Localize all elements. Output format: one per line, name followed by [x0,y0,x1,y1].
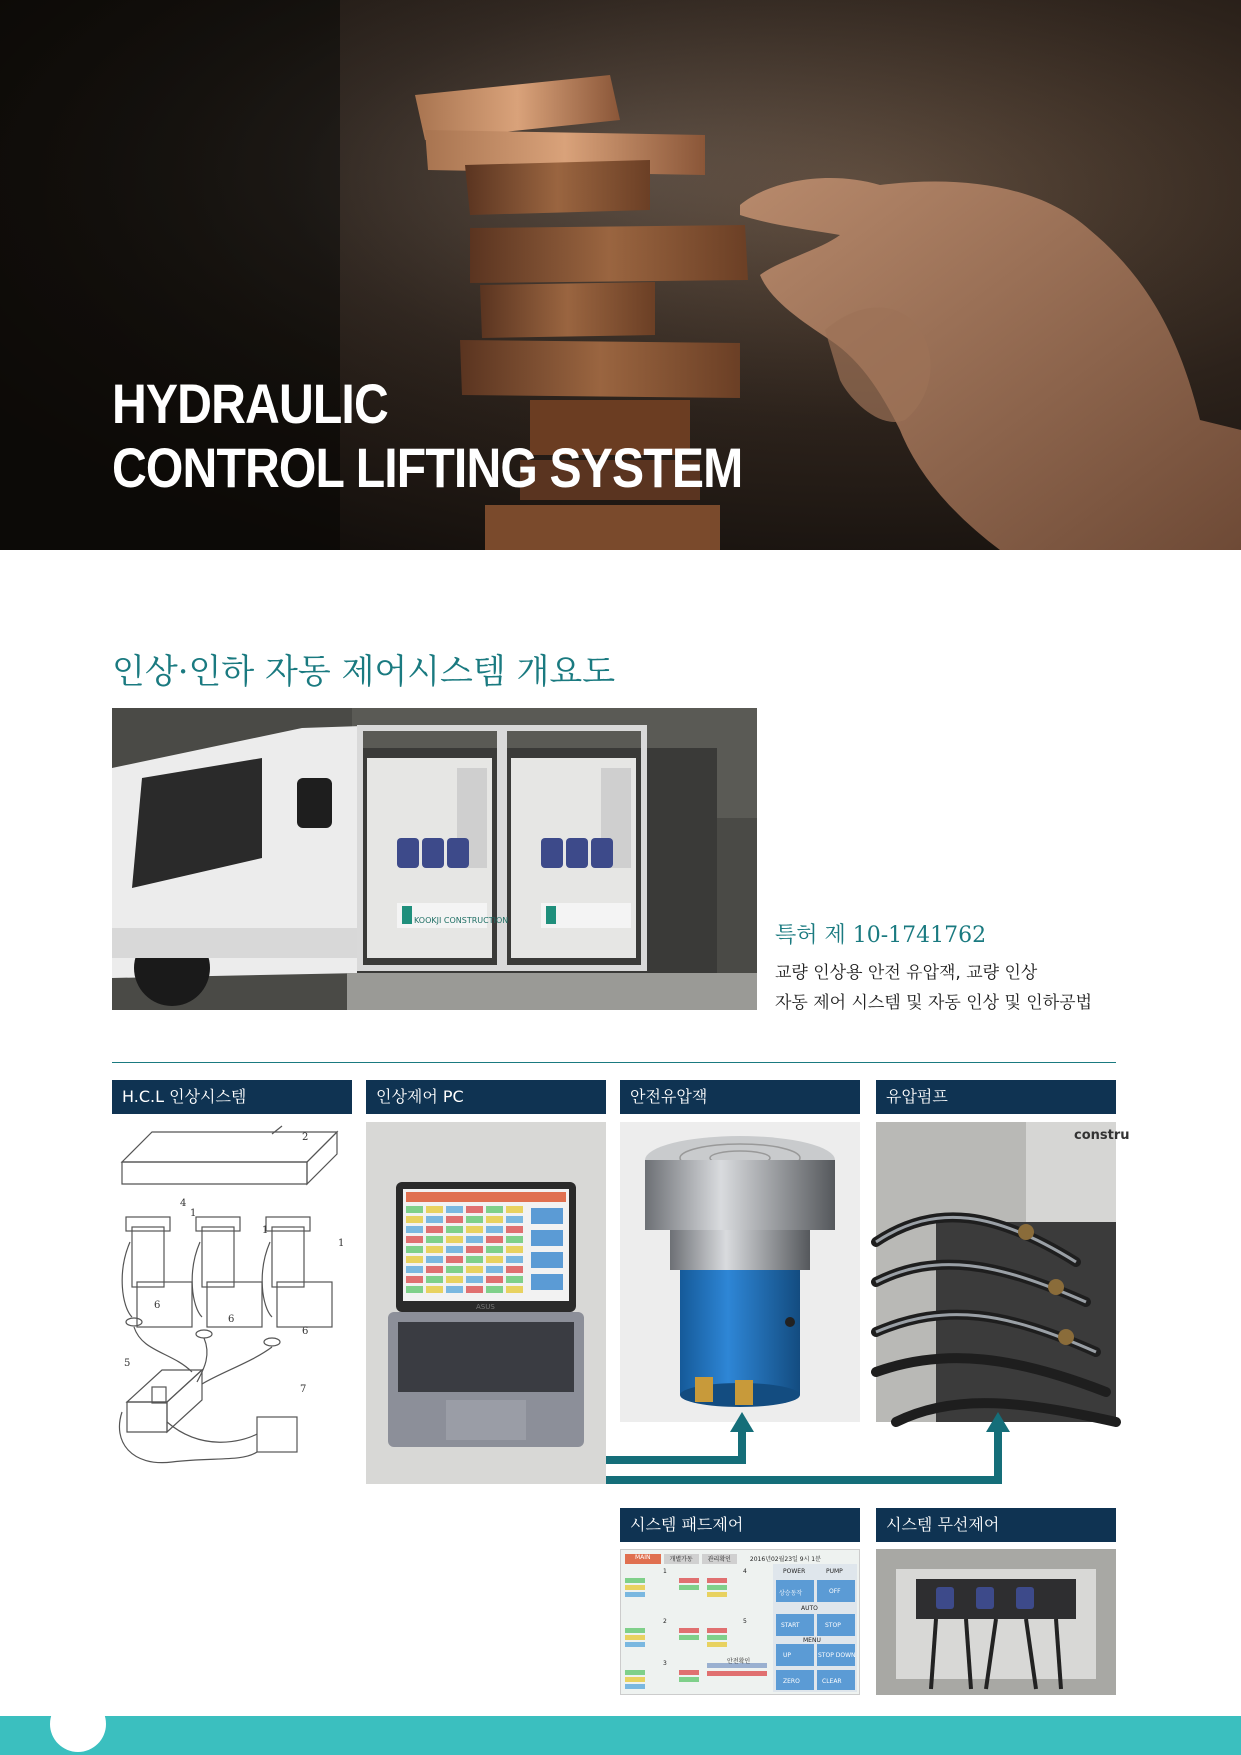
diagram-label-5: 5 [124,1358,131,1369]
pad-up-button[interactable]: UP [783,1652,792,1659]
laptop-screen-cell [406,1276,423,1283]
pad-stopdown-button[interactable]: STOP DOWN [818,1652,856,1659]
label-wireless-control: 시스템 무선제어 [876,1508,1116,1542]
laptop-screen-cell [486,1276,503,1283]
laptop-screen-cell [506,1286,523,1293]
hero-title-line1: HYDRAULIC [112,372,388,435]
laptop-screen-cell [426,1276,443,1283]
pad-grid-illustration [621,1550,859,1694]
laptop-brand: ASUS [476,1303,495,1311]
patent-number: 특허 제 10-1741762 [775,923,987,948]
laptop-screen-cell [446,1206,463,1213]
pad-menu-label: MENU [803,1637,821,1644]
diagram-label-2: 2 [302,1132,309,1143]
pad-power-label: POWER [783,1568,806,1575]
laptop-screen-cell [466,1266,483,1273]
laptop-screen-cell [446,1246,463,1253]
pad-off-button[interactable]: OFF [829,1588,841,1595]
laptop-screen-cell [406,1206,423,1213]
laptop-screen-cell [406,1256,423,1263]
patent-desc-line2: 자동 제어 시스템 및 자동 인상 및 인하공법 [775,993,1093,1013]
laptop-screen-cell [466,1246,483,1253]
laptop-screen-cell [506,1276,523,1283]
label-hcl-system: H.C.L 인상시스템 [112,1080,352,1114]
pad-clear-button[interactable]: CLEAR [822,1678,842,1685]
laptop-screen-button [531,1208,563,1224]
laptop-screen-cell [446,1236,463,1243]
laptop-screen-cell [506,1266,523,1273]
diagram-label-1b: 1 [262,1225,269,1236]
diagram-label-4: 4 [180,1198,187,1209]
laptop-screen-cell [486,1216,503,1223]
laptop-screen-button [531,1230,563,1246]
laptop-screen-cell [426,1226,443,1233]
diagram-label-7: 7 [300,1384,307,1395]
laptop-screen-cell [466,1206,483,1213]
label-safety-jack: 안전유압잭 [620,1080,860,1114]
laptop-screen-cell [466,1226,483,1233]
laptop-screen-cell [486,1236,503,1243]
hero-banner [0,0,1241,550]
diagram-label-6c: 6 [302,1326,309,1337]
laptop-screen-cell [446,1266,463,1273]
laptop-screen-cell [486,1206,503,1213]
laptop-screen-cell [426,1256,443,1263]
hcl-line-drawing [112,1122,352,1477]
hydraulic-jack-illustration [620,1122,860,1422]
pad-start-button[interactable]: START [781,1622,800,1629]
laptop-screen-cell [486,1266,503,1273]
pad-group-1: 1 [663,1568,667,1575]
label-control-pc: 인상제어 PC [366,1080,606,1114]
patent-description [775,958,1092,1018]
diagram-label-6a: 6 [154,1300,161,1311]
laptop-screen-cell [466,1256,483,1263]
laptop-screen-cell [466,1236,483,1243]
patent-desc-line1: 교량 인상용 안전 유압잭, 교량 인상 [775,963,1038,983]
laptop-screen-button [531,1252,563,1268]
page-number-circle [50,1696,106,1752]
label-hydraulic-pump: 유압펌프 [876,1080,1116,1114]
laptop-screen-cell [486,1246,503,1253]
section-divider [112,1062,1116,1063]
diagram-label-1c: 1 [338,1238,345,1249]
pad-zero-button[interactable]: ZERO [783,1678,800,1685]
control-pc-photo [366,1122,606,1484]
laptop-screen-cell [406,1226,423,1233]
laptop-screen-cell [506,1256,523,1263]
laptop-screen-cell [446,1216,463,1223]
laptop-screen-cell [486,1226,503,1233]
hero-title-line2: CONTROL LIFTING SYSTEM [112,436,743,499]
safety-jack-photo [620,1122,860,1422]
pad-tab-individual: 개별가동 [664,1554,699,1564]
overview-heading: 인상·인하 자동 제어시스템 개요도 [112,652,616,692]
hero-title [112,372,742,500]
hcl-diagram [112,1122,352,1477]
laptop-screen-cell [406,1236,423,1243]
diagram-label-1a: 1 [190,1208,197,1219]
pad-stop-button[interactable]: STOP [825,1622,841,1629]
pad-group-4: 4 [743,1568,747,1575]
laptop-screen-cell [446,1226,463,1233]
hydraulic-pump-photo [876,1122,1130,1422]
footer-bar [0,1716,1241,1755]
laptop-screen-cell [506,1216,523,1223]
laptop-screen-cell [506,1206,523,1213]
laptop-screen-cell [406,1216,423,1223]
laptop-screen-cell [426,1246,443,1253]
laptop-screen-cell [466,1276,483,1283]
laptop-screen-cell [506,1236,523,1243]
laptop-screen-cell [426,1286,443,1293]
pad-tab-manage: 관리확인 [702,1554,737,1564]
wireless-pump-illustration [876,1549,1116,1695]
pad-group-2: 2 [663,1618,667,1625]
pad-lift-label: 상승동작 [779,1590,803,1597]
truck-control-system-photo [112,708,757,1010]
truck-photo-illustration [112,708,757,1010]
pump-hoses-illustration [876,1122,1116,1422]
pad-tab-main: MAIN [625,1554,661,1564]
laptop-screen-cell [506,1226,523,1233]
diagram-label-6b: 6 [228,1314,235,1325]
laptop-screen-cell [406,1246,423,1253]
laptop-screen-cell [486,1256,503,1263]
laptop-screen-cell [426,1206,443,1213]
laptop-screen-cell [446,1256,463,1263]
laptop-screen-cell [486,1286,503,1293]
laptop-screen-cell [466,1216,483,1223]
pad-auto-label: AUTO [801,1605,818,1612]
laptop-screen-cell [446,1276,463,1283]
laptop-screen-cell [406,1286,423,1293]
laptop-screen-cell [426,1266,443,1273]
laptop-screen-cell [426,1216,443,1223]
pump-brand-label: constru [1074,1128,1130,1143]
laptop-screen-button [531,1274,563,1290]
laptop-screen-cell [506,1246,523,1253]
pad-safety-label: 안전확인 [727,1658,751,1665]
pad-control-screen [620,1549,860,1695]
label-pad-control: 시스템 패드제어 [620,1508,860,1542]
laptop-screen-cell [426,1236,443,1243]
pad-pump-label: PUMP [826,1568,843,1575]
laptop-screen-cell [466,1286,483,1293]
wireless-control-photo [876,1549,1116,1695]
pad-group-5: 5 [743,1618,747,1625]
pad-group-3: 3 [663,1660,667,1667]
truck-brand-label: KOOKJI CONSTRUCTION [414,916,509,925]
laptop-screen-cell [446,1286,463,1293]
laptop-screen-cell [406,1266,423,1273]
pad-date: 2016년02월23일 9시 1분 [749,1556,821,1563]
